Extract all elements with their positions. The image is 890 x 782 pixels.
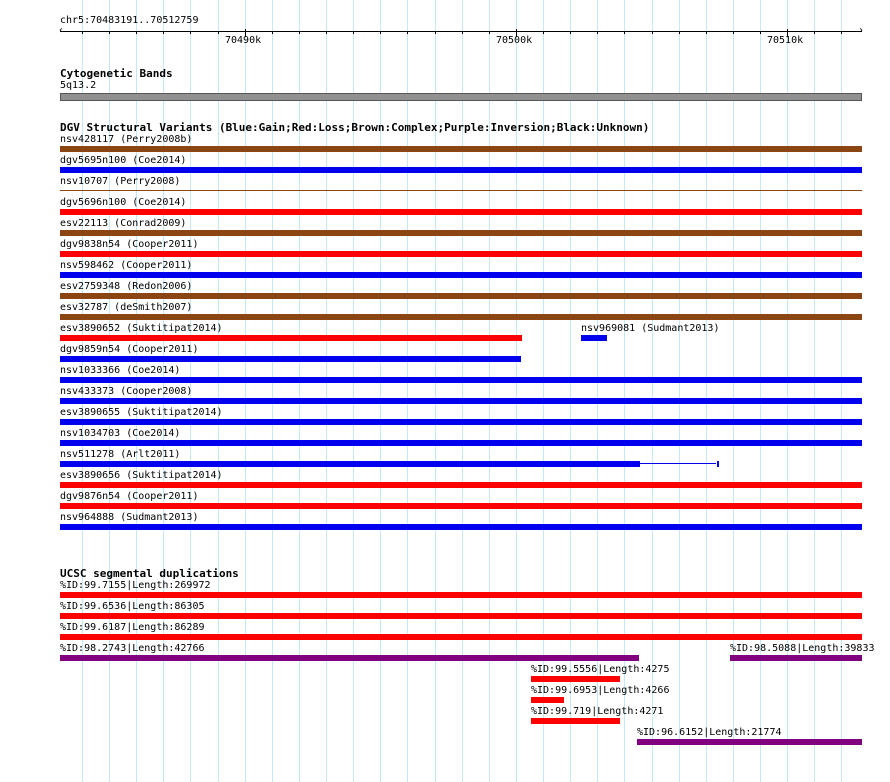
feature-bar[interactable] — [60, 377, 862, 383]
feature-bar[interactable] — [60, 461, 640, 467]
feature-bar[interactable] — [60, 293, 862, 299]
feature-label: nsv433373 (Cooper2008) — [60, 386, 193, 397]
feature-label: 5q13.2 — [60, 80, 97, 91]
feature-label: dgv9838n54 (Cooper2011) — [60, 239, 199, 250]
ruler-left-arrow: ‹ — [58, 25, 65, 36]
feature-bar[interactable] — [60, 167, 862, 173]
feature-label: esv22113 (Conrad2009) — [60, 218, 187, 229]
feature-label: dgv5696n100 (Coe2014) — [60, 197, 187, 208]
feature-bar[interactable] — [60, 613, 862, 619]
feature-bar[interactable] — [60, 230, 862, 236]
feature-bar[interactable] — [60, 209, 862, 215]
feature-bar[interactable] — [60, 146, 862, 152]
ruler-tick-label: 70500k — [496, 35, 533, 46]
feature-connector-line — [640, 463, 716, 464]
ruler-right-arrow: › — [858, 25, 865, 36]
feature-bar[interactable] — [60, 272, 862, 278]
ruler-tick-label: 70510k — [767, 35, 804, 46]
feature-label: dgv9859n54 (Cooper2011) — [60, 344, 199, 355]
feature-label: dgv5695n100 (Coe2014) — [60, 155, 187, 166]
track-title-segdup[interactable]: UCSC segmental duplications — [60, 567, 239, 580]
feature-label: %ID:99.719|Length:4271 — [531, 706, 664, 717]
feature-label: %ID:98.2743|Length:42766 — [60, 643, 205, 654]
feature-bar[interactable] — [637, 739, 862, 745]
feature-bar[interactable] — [60, 440, 862, 446]
feature-label: %ID:99.5556|Length:4275 — [531, 664, 670, 675]
feature-label: nsv1034703 (Coe2014) — [60, 428, 181, 439]
feature-bar[interactable] — [60, 190, 862, 191]
feature-label: %ID:99.6536|Length:86305 — [60, 601, 205, 612]
ruler-region-label: chr5:70483191..70512759 — [60, 15, 199, 26]
feature-label: %ID:96.6152|Length:21774 — [637, 727, 782, 738]
feature-label: esv2759348 (Redon2006) — [60, 281, 193, 292]
ruler-tick-label: 70490k — [225, 35, 262, 46]
feature-bar[interactable] — [531, 697, 564, 703]
feature-bar[interactable] — [60, 251, 862, 257]
feature-bar[interactable] — [60, 419, 862, 425]
feature-label: esv32787 (deSmith2007) — [60, 302, 193, 313]
feature-bar[interactable] — [60, 314, 862, 320]
feature-bar[interactable] — [581, 335, 607, 341]
feature-end-tick — [717, 461, 719, 467]
feature-bar[interactable] — [60, 592, 862, 598]
feature-label: nsv428117 (Perry2008b) — [60, 134, 193, 145]
feature-label: nsv10707 (Perry2008) — [60, 176, 181, 187]
feature-label: nsv1033366 (Coe2014) — [60, 365, 181, 376]
feature-bar[interactable] — [60, 524, 862, 530]
feature-bar[interactable] — [60, 335, 522, 341]
feature-label: esv3890655 (Suktitipat2014) — [60, 407, 223, 418]
feature-label: %ID:99.6953|Length:4266 — [531, 685, 670, 696]
feature-label: nsv598462 (Cooper2011) — [60, 260, 193, 271]
feature-label: %ID:99.7155|Length:269972 — [60, 580, 211, 591]
feature-label: nsv964888 (Sudmant2013) — [60, 512, 199, 523]
feature-bar[interactable] — [60, 634, 862, 640]
feature-label: %ID:98.5088|Length:39833 — [730, 643, 875, 654]
feature-bar[interactable] — [60, 655, 639, 661]
feature-bar[interactable] — [60, 93, 862, 101]
feature-bar[interactable] — [60, 503, 862, 509]
track-title-dgv[interactable]: DGV Structural Variants (Blue:Gain;Red:Loss;Brown:Complex;Purple:Inversion;Black:Unknown) — [60, 121, 650, 134]
track-title-cyto[interactable]: Cytogenetic Bands — [60, 67, 173, 80]
feature-bar[interactable] — [60, 356, 521, 362]
feature-label: esv3890652 (Suktitipat2014) — [60, 323, 223, 334]
feature-label: nsv511278 (Arlt2011) — [60, 449, 181, 460]
feature-bar[interactable] — [60, 398, 862, 404]
feature-bar[interactable] — [531, 676, 620, 682]
feature-label: %ID:99.6187|Length:86289 — [60, 622, 205, 633]
feature-label: esv3890656 (Suktitipat2014) — [60, 470, 223, 481]
feature-bar[interactable] — [60, 482, 862, 488]
feature-label: nsv969081 (Sudmant2013) — [581, 323, 720, 334]
feature-bar[interactable] — [730, 655, 862, 661]
feature-label: dgv9876n54 (Cooper2011) — [60, 491, 199, 502]
feature-bar[interactable] — [531, 718, 620, 724]
